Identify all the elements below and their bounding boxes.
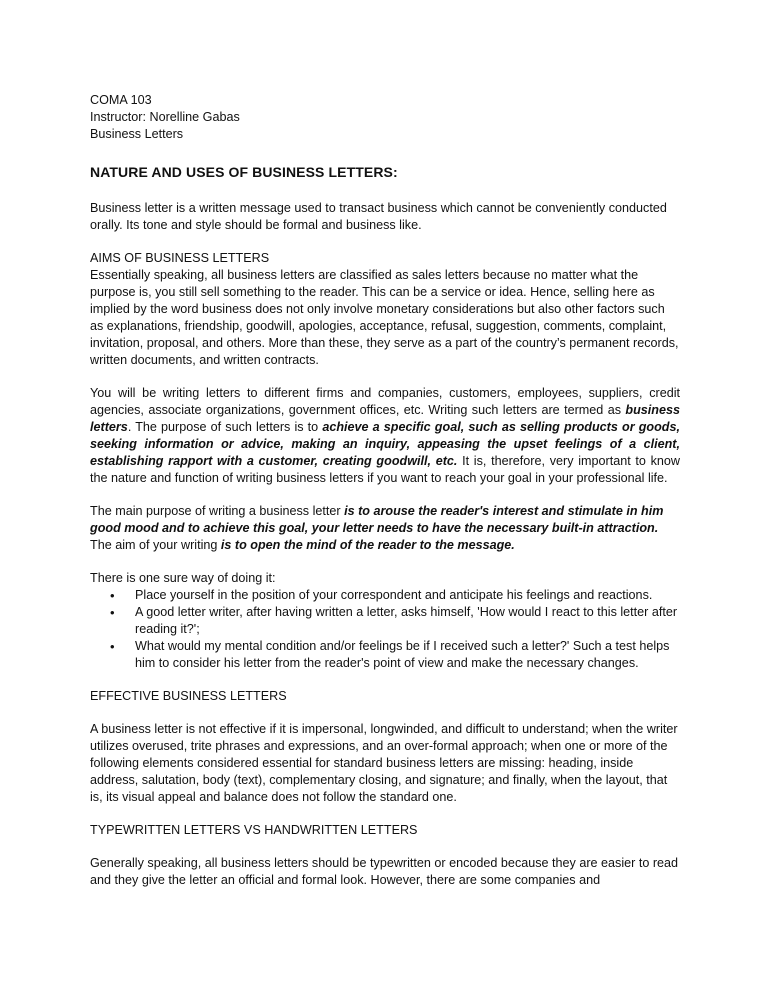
writing-paragraph-2 — [90, 503, 680, 554]
writing-p1-text-a: You will be writing letters to different firms and companies, customers, employees, suppliers, credit agencies, associate organizations, government offices, etc. Writing such letters are termed as — [90, 386, 680, 417]
instructor-line: Instructor: Norelline Gabas — [90, 110, 240, 124]
writing-p2-text-a: The main purpose of writing a business letter — [90, 504, 345, 518]
effective-paragraph: A business letter is not effective if it is impersonal, longwinded, and difficult to understand; when the writer utilizes overused, trite phrases and expressions, and an over-formal approach; when one or more of the following elements considered essential for standard business letters are missing: heading, inside address, salutation, body (text), complementary closing, and signature; and finally, when the layout, that is, its visual appeal and balance does not follow the standard one. — [90, 722, 678, 804]
writing-p2-emphasis-b: is to arouse the reader's interest and stimulate in him good mood and to achieve this goal, your letter needs to have the necessary built-in attraction. — [90, 504, 664, 535]
aims-paragraph: Essentially speaking, all business letters are classified as sales letters because no matter what the purpose is, you still sell something to the reader. This can be a service or idea. Hence, selling here as implied by the word business does not only involve monetary considerations but also other factors such as explanations, friendship, goodwill, apologies, acceptance, refusal, suggestion, comments, complaint, invitation, proposal, and others. More than these, they serve as a part of the country’s permanent records, written documents, and written contracts. — [90, 268, 679, 367]
document-header — [90, 92, 680, 143]
writing-p1-emphasis-b: business letters — [90, 403, 680, 434]
writing-p1-text-e: It is, therefore, very important to know the nature and function of writing business letters if you want to reach your goal in your professional life. — [90, 454, 681, 485]
writing-p2-text-c: The aim of your writing — [90, 538, 221, 552]
writing-p1-text-c: . The purpose of such letters is to — [127, 420, 323, 434]
list-item: • A good letter writer, after having written a letter, asks himself, 'How would I react to this letter after reading it?'; — [135, 604, 680, 638]
effective-heading: EFFECTIVE BUSINESS LETTERS — [90, 689, 287, 703]
how-lead: There is one sure way of doing it: — [90, 571, 276, 585]
writing-p2-emphasis-d: is to open the mind of the reader to the message. — [220, 538, 515, 552]
writing-paragraph-1 — [90, 385, 680, 487]
typewritten-paragraph: Generally speaking, all business letters should be typewritten or encoded because they are easier to read and they give the letter an official and formal look. However, there are some companies and — [90, 856, 679, 887]
typewritten-heading: TYPEWRITTEN LETTERS VS HANDWRITTEN LETTERS — [90, 823, 418, 837]
writing-p1-emphasis-d: achieve a specific goal, such as selling products or goods, seeking information or advice, making an inquiry, appeasing the upset feelings of a client, establishing rapport with a customer, creating goodwill, etc. — [90, 420, 680, 468]
document-page — [90, 92, 680, 905]
topic-line: Business Letters — [90, 127, 184, 141]
intro-paragraph: Business letter is a written message used to transact business which cannot be conveniently conducted orally. Its tone and style should be formal and business like. — [90, 201, 667, 232]
how-bullet-list — [90, 587, 680, 672]
aims-heading: AIMS OF BUSINESS LETTERS — [90, 251, 270, 265]
page-title: NATURE AND USES OF BUSINESS LETTERS: — [90, 164, 398, 180]
list-item: • What would my mental condition and/or feelings be if I received such a letter?' Such a test helps him to consider his letter from the reader's point of view and make the necessary changes. — [135, 638, 680, 672]
list-item: • Place yourself in the position of your correspondent and anticipate his feelings and reactions. — [135, 587, 680, 604]
course-code: COMA 103 — [90, 93, 152, 107]
